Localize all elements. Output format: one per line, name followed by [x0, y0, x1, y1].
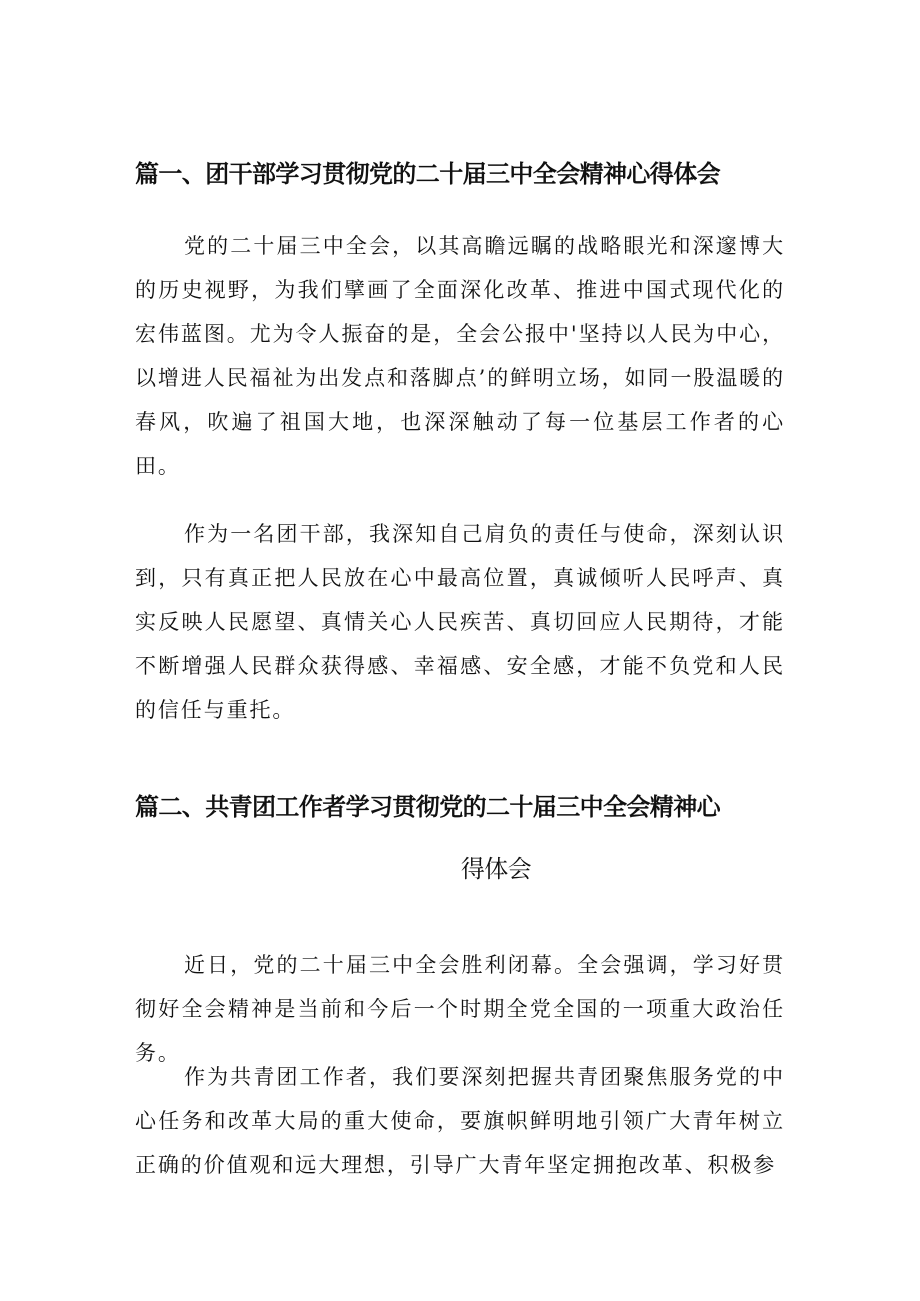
- section-1-title: 篇一、团干部学习贯彻党的二十届三中全会精神心得体会: [135, 160, 720, 188]
- section-2-paragraph-1: 近日，党的二十届三中全会胜利闭幕。全会强调，学习好贯彻好全会精神是当前和今后一个时期全党全国的一项重大政治任务。: [135, 953, 785, 1065]
- section-2-title-continuation: 得体会: [460, 855, 532, 883]
- section-2-title: 篇二、共青团工作者学习贯彻党的二十届三中全会精神心: [135, 793, 720, 821]
- section-2-paragraph-2: 作为共青团工作者，我们要深刻把握共青团聚焦服务党的中心任务和改革大局的重大使命，要旗帜鲜明地引领广大青年树立正确的价值观和远大理想，引导广大青年坚定拥抱改革、积极参: [135, 1065, 785, 1177]
- section-1-paragraph-2: 作为一名团干部，我深知自己肩负的责任与使命，深刻认识到，只有真正把人民放在心中最高位置，真诚倾听人民呼声、真实反映人民愿望、真情关心人民疾苦、真切回应人民期待，才能不断增强人民群众获得感、幸福感、安全感，才能不负党和人民的信任与重托。: [135, 522, 785, 722]
- section-1-paragraph-1: 党的二十届三中全会，以其高瞻远瞩的战略眼光和深邃博大的历史视野，为我们擘画了全面深化改革、推进中国式现代化的宏伟蓝图。尤为令人振奋的是，全会公报中'坚持以人民为中心，以增进人民福祉为出发点和落脚点’的鲜明立场，如同一股温暖的春风，吹遍了祖国大地，也深深触动了每一位基层工作者的心田。: [135, 234, 785, 478]
